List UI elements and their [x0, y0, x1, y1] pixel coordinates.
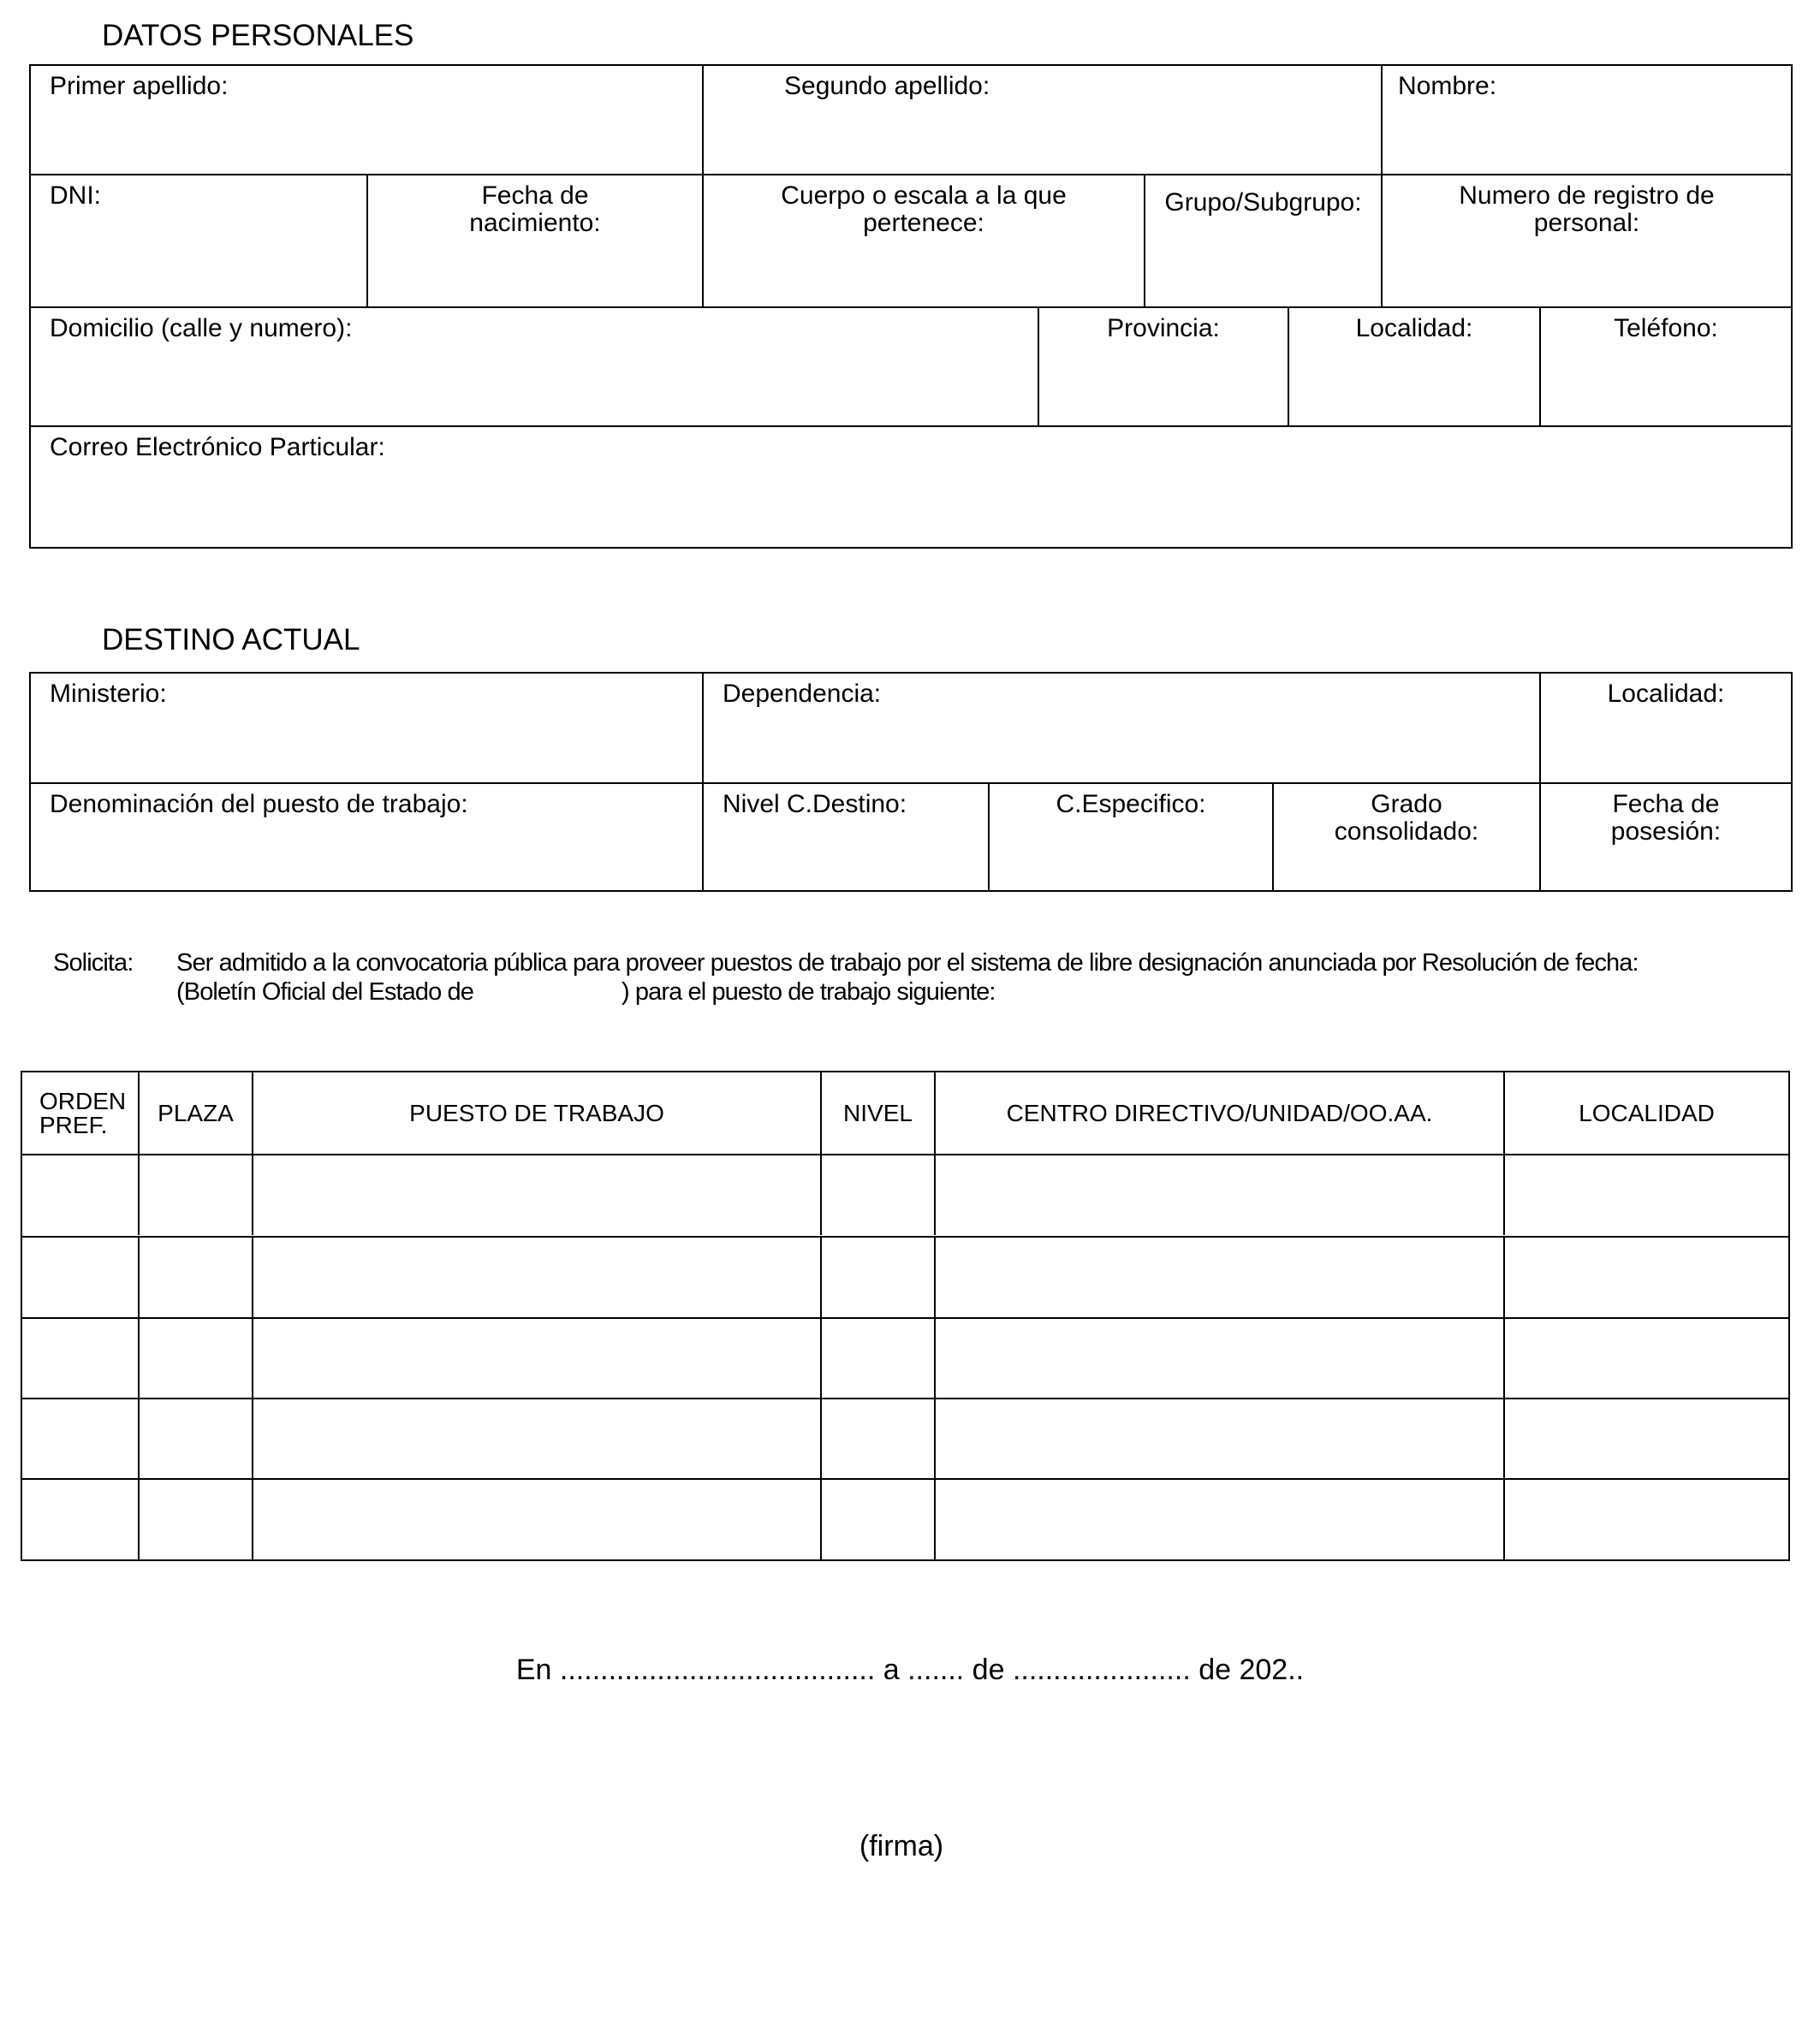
cell-plaza[interactable] [138, 1154, 252, 1235]
nivel-destino-field[interactable] [702, 782, 988, 890]
segundo-apellido-field[interactable] [702, 66, 1381, 174]
especifico-field[interactable] [988, 782, 1272, 890]
primer-apellido-label: Primer apellido: [50, 72, 229, 100]
header-nivel-label: NIVEL [843, 1099, 913, 1126]
grado-consolidado-field[interactable] [1272, 782, 1539, 890]
header-localidad-label: LOCALIDAD [1579, 1099, 1715, 1126]
nombre-field[interactable] [1381, 66, 1791, 174]
correo-field[interactable] [31, 425, 1791, 547]
cell-puesto[interactable] [252, 1398, 820, 1479]
cell-localidad[interactable] [1503, 1154, 1788, 1235]
cell-nivel[interactable] [820, 1317, 934, 1399]
cell-centro[interactable] [934, 1398, 1503, 1479]
cell-localidad[interactable] [1503, 1478, 1788, 1559]
cell-localidad[interactable] [1503, 1317, 1788, 1399]
header-centro-label: CENTRO DIRECTIVO/UNIDAD/OO.AA. [1006, 1099, 1433, 1126]
puestos-table [21, 1071, 1790, 1561]
cell-nivel[interactable] [820, 1154, 934, 1235]
cell-nivel[interactable] [820, 1236, 934, 1317]
nrp-field[interactable] [1381, 174, 1791, 306]
cell-puesto[interactable] [252, 1317, 820, 1399]
cell-centro[interactable] [934, 1317, 1503, 1399]
destino-actual-box [29, 672, 1793, 892]
header-nivel [820, 1072, 934, 1154]
fecha-nacimiento-label-2: nacimiento: [469, 209, 601, 237]
header-localidad [1503, 1072, 1788, 1154]
dependencia-label: Dependencia: [723, 680, 882, 708]
nivel-destino-label: Nivel C.Destino: [723, 790, 907, 818]
fecha-lugar-line[interactable]: En ....................................... a ....... de ...................... de 202.. [515, 1654, 1305, 1686]
cell-localidad[interactable] [1503, 1398, 1788, 1479]
cell-centro[interactable] [934, 1478, 1503, 1559]
segundo-apellido-label: Segundo apellido: [784, 72, 990, 100]
cell-plaza[interactable] [138, 1398, 252, 1479]
cell-puesto[interactable] [252, 1236, 820, 1317]
cuerpo-escala-label-2: pertenece: [863, 209, 984, 237]
cell-plaza[interactable] [138, 1317, 252, 1399]
correo-label: Correo Electrónico Particular: [50, 433, 385, 461]
header-orden-pref [22, 1072, 138, 1154]
dni-label: DNI: [50, 181, 101, 210]
grupo-subgrupo-label: Grupo/Subgrupo: [1164, 188, 1362, 217]
header-puesto [252, 1072, 820, 1154]
cuerpo-escala-label-1: Cuerpo o escala a la que [781, 181, 1067, 210]
header-puesto-label: PUESTO DE TRABAJO [409, 1099, 664, 1126]
cell-puesto[interactable] [252, 1478, 820, 1559]
solicita-line-2a: (Boletín Oficial del Estado de [176, 978, 473, 1006]
telefono-field[interactable] [1539, 306, 1791, 425]
denominacion-label: Denominación del puesto de trabajo: [50, 790, 468, 818]
nrp-label-2: personal: [1533, 209, 1640, 237]
fecha-posesion-field[interactable] [1539, 782, 1791, 890]
cell-plaza[interactable] [138, 1236, 252, 1317]
firma-label: (firma) [859, 1830, 944, 1862]
provincia-field[interactable] [1038, 306, 1288, 425]
grado-label-2: consolidado: [1334, 817, 1479, 846]
dependencia-field[interactable] [702, 674, 1539, 782]
cell-nivel[interactable] [820, 1398, 934, 1479]
destino-actual-title: DESTINO ACTUAL [102, 623, 360, 656]
telefono-label: Teléfono: [1614, 314, 1718, 342]
header-plaza-label: PLAZA [158, 1099, 234, 1126]
datos-personales-title: DATOS PERSONALES [102, 19, 414, 52]
grado-label-1: Grado [1371, 790, 1442, 818]
cell-orden-pref[interactable] [22, 1236, 138, 1317]
posesion-label-1: Fecha de [1612, 790, 1720, 818]
nombre-label: Nombre: [1398, 72, 1497, 100]
domicilio-field[interactable] [31, 306, 1038, 425]
cell-orden-pref[interactable] [22, 1478, 138, 1559]
fecha-nacimiento-field[interactable] [366, 174, 702, 306]
cell-orden-pref[interactable] [22, 1317, 138, 1399]
cell-orden-pref[interactable] [22, 1154, 138, 1235]
solicita-line-2b: ) para el puesto de trabajo siguiente: [622, 978, 996, 1006]
ministerio-label: Ministerio: [50, 680, 167, 708]
nrp-label-1: Numero de registro de [1459, 181, 1715, 210]
datos-personales-box [29, 64, 1793, 549]
localidad-field[interactable] [1288, 306, 1539, 425]
header-pref: PREF. [39, 1111, 108, 1138]
domicilio-label: Domicilio (calle y numero): [50, 314, 353, 342]
grupo-subgrupo-field[interactable] [1144, 174, 1381, 306]
dni-field[interactable] [31, 174, 366, 306]
localidad-label: Localidad: [1355, 314, 1473, 342]
header-centro [934, 1072, 1503, 1154]
fecha-nacimiento-label-1: Fecha de [481, 181, 589, 210]
cell-orden-pref[interactable] [22, 1398, 138, 1479]
destino-localidad-field[interactable] [1539, 674, 1791, 782]
destino-localidad-label: Localidad: [1607, 680, 1725, 708]
boe-date-blank[interactable] [485, 977, 620, 1007]
especifico-label: C.Especifico: [1056, 790, 1206, 818]
header-orden: ORDEN [39, 1087, 127, 1114]
cell-nivel[interactable] [820, 1478, 934, 1559]
solicita-line-1: Ser admitido a la convocatoria pública para proveer puestos de trabajo por el sistema de libre designación anunciada por Resolución de fecha: [176, 949, 1639, 977]
denominacion-field[interactable] [31, 782, 702, 890]
header-plaza [138, 1072, 252, 1154]
cell-centro[interactable] [934, 1154, 1503, 1235]
primer-apellido-field[interactable] [31, 66, 702, 174]
ministerio-field[interactable] [31, 674, 702, 782]
cell-localidad[interactable] [1503, 1236, 1788, 1317]
cell-plaza[interactable] [138, 1478, 252, 1559]
cell-centro[interactable] [934, 1236, 1503, 1317]
cuerpo-escala-field[interactable] [702, 174, 1144, 306]
provincia-label: Provincia: [1107, 314, 1220, 342]
posesion-label-2: posesión: [1610, 817, 1722, 846]
cell-puesto[interactable] [252, 1154, 820, 1235]
solicita-label: Solicita: [53, 949, 134, 977]
